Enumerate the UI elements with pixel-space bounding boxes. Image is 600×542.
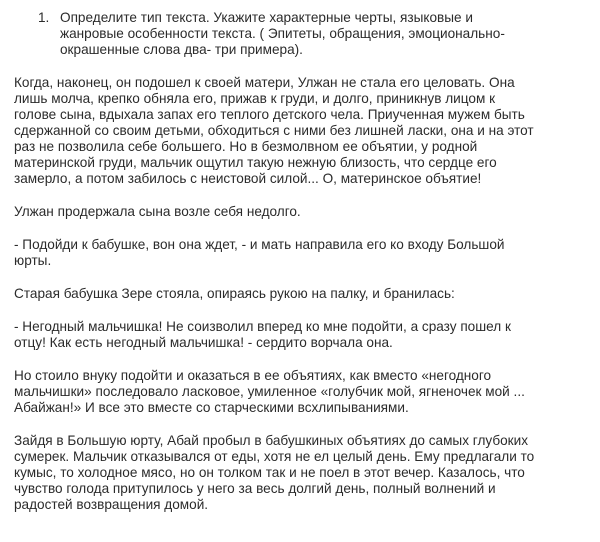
text-line: - Негодный мальчишка! Не соизволил вперед ко мне подойти, а сразу пошел к xyxy=(14,319,511,334)
text-paragraph-2 xyxy=(14,204,586,220)
text-line: сдержанной со своим детьми, обходиться с ними без лишней ласки, она и на этот xyxy=(14,123,534,138)
text-line: раз не позволила себе большего. Но в безмолвном ее объятии, у родной xyxy=(14,139,478,154)
text-paragraph-1 xyxy=(14,75,586,187)
text-line: - Подойди к бабушке, вон она ждет, - и мать направила его ко входу Большой xyxy=(14,237,505,252)
text-line: Абайжан!» И все это вместе со старческими всхлипываниями. xyxy=(14,400,409,415)
task-line: жанровые особенности текста. ( Эпитеты, обращения, эмоционально- xyxy=(60,26,505,41)
text-line: отцу! Как есть негодный мальчишка! - сердито ворчала она. xyxy=(14,335,393,350)
text-line: радостей возвращения домой. xyxy=(14,497,209,512)
task-item xyxy=(14,10,586,58)
text-line: Улжан продержала сына возле себя недолго. xyxy=(14,204,301,219)
text-line: кумыс, то холодное мясо, но он толком так и не поел в этот вечер. Казалось, что xyxy=(14,465,525,480)
text-line: юрты. xyxy=(14,253,52,268)
text-line: лишь молча, крепко обняла его, прижав к груди, и долго, приникнув лицом к xyxy=(14,91,496,106)
text-line: Когда, наконец, он подошел к своей матери, Улжан не стала его целовать. Она xyxy=(14,75,515,90)
task-line: Определите тип текста. Укажите характерные черты, языковые и xyxy=(60,10,473,25)
task-line: окрашенные слова два- три примера). xyxy=(60,42,303,57)
text-line: Но стоило внуку подойти и оказаться в ее объятиях, как вместо «негодного xyxy=(14,368,492,383)
task-number: 1. xyxy=(38,10,50,25)
text-line: мальчишки» последовало ласковое, умиленное «голубчик мой, ягненочек мой ... xyxy=(14,384,525,399)
text-paragraph-7 xyxy=(14,433,586,513)
text-paragraph-5 xyxy=(14,319,586,351)
text-line: Старая бабушка Зере стояла, опираясь рукою на палку, и бранилась: xyxy=(14,286,455,301)
text-paragraph-4 xyxy=(14,286,586,302)
text-line: Зайдя в Большую юрту, Абай пробыл в бабушкиных объятиях до самых глубоких xyxy=(14,433,529,448)
text-line: материнской груди, мальчик ощутил такую нежную близость, что сердце его xyxy=(14,155,497,170)
text-line: голове сына, вдыхала запах его теплого детского чела. Приученная мужем быть xyxy=(14,107,525,122)
text-line: сумерек. Мальчик отказывался от еды, хотя не ел целый день. Ему предлагали то xyxy=(14,449,535,464)
text-paragraph-6 xyxy=(14,368,586,416)
text-line: чувство голода притупилось у него за весь долгий день, полный волнений и xyxy=(14,481,496,496)
text-paragraph-3 xyxy=(14,237,586,269)
text-line: замерло, а потом забилось с неистовой силой... О, материнское объятие! xyxy=(14,171,482,186)
